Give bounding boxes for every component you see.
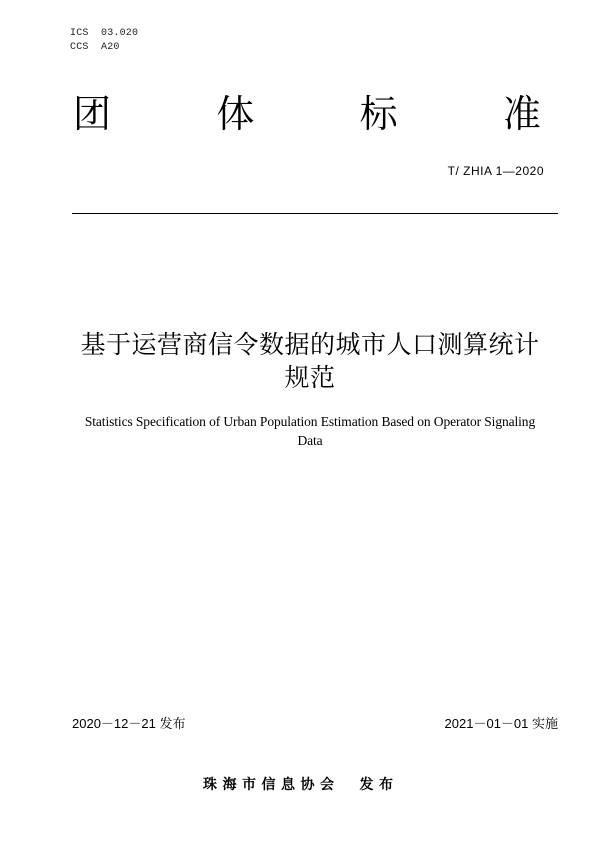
standard-type-char: 体 — [216, 92, 255, 136]
publisher-line — [203, 776, 399, 794]
english-title-line-2: Data — [297, 433, 323, 448]
standard-type-char: 准 — [502, 92, 541, 136]
ics-code: ICS 03.020 — [70, 28, 139, 39]
chinese-title — [60, 328, 560, 394]
standard-number: T/ ZHIA 1—2020 — [447, 164, 544, 178]
ccs-code: CCS A20 — [70, 42, 120, 53]
effective-date: 2021－01－01 实施 — [444, 716, 558, 731]
horizontal-divider — [72, 213, 558, 214]
standard-type-heading — [72, 92, 542, 136]
english-title-line-1: Statistics Specification of Urban Population Estimation Based on Operator Signaling — [84, 414, 536, 429]
chinese-title-line-2: 规范 — [284, 363, 336, 392]
standard-type-char: 标 — [359, 92, 398, 136]
standard-type-char: 团 — [72, 92, 111, 136]
chinese-title-line-1: 基于运营商信令数据的城市人口测算统计 — [80, 330, 540, 359]
release-date: 2020－12－21 发布 — [72, 716, 186, 731]
publisher-name: 珠海市信息协会 — [203, 777, 340, 793]
publisher-action: 发布 — [359, 777, 399, 793]
classification-codes — [70, 27, 138, 55]
english-title — [50, 412, 570, 450]
